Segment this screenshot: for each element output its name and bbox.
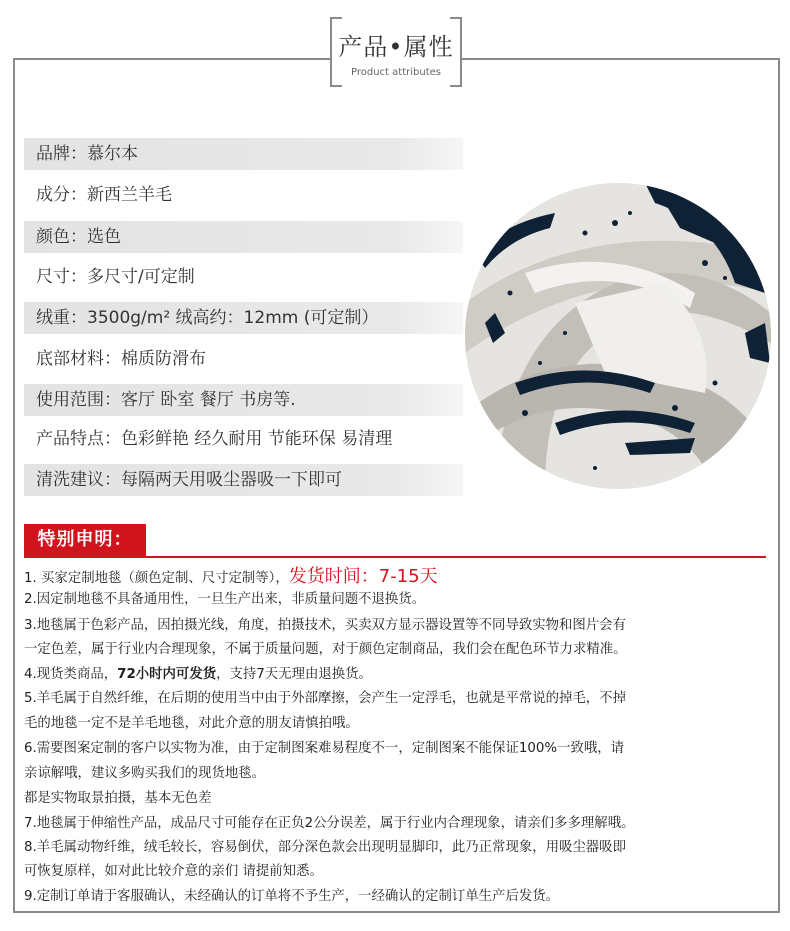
attribute-backing: 底部材料：棉质防滑布	[36, 349, 206, 369]
notice-item-1	[24, 562, 438, 588]
notice-item-9: 9.定制订单请于客服确认，未经确认的订单将不予生产，一经确认的定制订单生产后发货。	[24, 889, 560, 904]
notice-item-4	[24, 663, 372, 682]
notice-item-8b: 可恢复原样，如对此比较介意的亲们 请提前知悉。	[24, 864, 323, 879]
notice-4-highlight: 72小时内可发货	[117, 667, 217, 682]
notice-4-text: 4.现货类商品，	[24, 667, 118, 682]
attribute-material: 成分：新西兰羊毛	[36, 185, 172, 205]
special-notice-title: 特别申明：	[24, 524, 146, 556]
round-rug-image	[465, 183, 771, 489]
section-title: 产品•属性	[338, 33, 454, 61]
notice-1-text: 1. 买家定制地毯（颜色定制、尺寸定制等），	[24, 571, 289, 586]
attribute-features: 产品特点：色彩鲜艳 经久耐用 节能环保 易清理	[36, 429, 393, 449]
attribute-color: 颜色：选色	[24, 221, 463, 253]
notice-item-2: 2.因定制地毯不具备通用性，一旦生产出来，非质量问题不退换货。	[24, 592, 426, 607]
section-subtitle: Product attributes	[351, 67, 441, 78]
attribute-pile-weight: 绒重：3500g/m² 绒高约：12mm (可定制）	[24, 302, 463, 334]
notice-item-6a: 6.需要图案定制的客户以实物为准，由于定制图案难易程度不一，定制图案不能保证100%一致哦，请	[24, 741, 625, 756]
notice-item-6b: 亲谅解哦，建议多购买我们的现货地毯。	[24, 766, 266, 781]
attribute-usage: 使用范围：客厅 卧室 餐厅 书房等.	[24, 384, 463, 416]
notice-1-delivery-time: 发货时间：7-15天	[288, 566, 438, 587]
section-header	[330, 17, 462, 87]
notice-item-5b: 毛的地毯一定不是羊毛地毯，对此介意的朋友请慎拍哦。	[24, 716, 359, 731]
rug-pattern	[465, 183, 771, 489]
attribute-brand: 品牌：慕尔本	[24, 138, 463, 170]
notice-item-3a: 3.地毯属于色彩产品，因拍摄光线，角度，拍摄技术，买卖双方显示器设置等不同导致实物和图片会有	[24, 618, 626, 633]
notice-item-3b: 一定色差，属于行业内合理现象，不属于质量问题，对于颜色定制商品，我们会在配色环节力求精准。	[24, 642, 627, 657]
notice-item-8a: 8.羊毛属动物纤维，绒毛较长，容易倒伏，部分深色款会出现明显脚印，此乃正常现象，用吸尘器吸即	[24, 840, 626, 855]
attribute-cleaning: 清洗建议：每隔两天用吸尘器吸一下即可	[24, 464, 463, 496]
notice-4-tail: ，支持7天无理由退换货。	[216, 667, 372, 682]
notice-item-5a: 5.羊毛属于自然纤维，在后期的使用当中由于外部摩擦，会产生一定浮毛，也就是平常说的掉毛，不掉	[24, 691, 626, 706]
notice-item-7: 7.地毯属于伸缩性产品，成品尺寸可能存在正负2公分误差，属于行业内合理现象，请亲们多多理解哦。	[24, 816, 635, 831]
notice-item-6c: 都是实物取景拍摄，基本无色差	[24, 791, 212, 806]
attribute-size: 尺寸：多尺寸/可定制	[36, 267, 195, 287]
notice-divider	[24, 556, 766, 558]
